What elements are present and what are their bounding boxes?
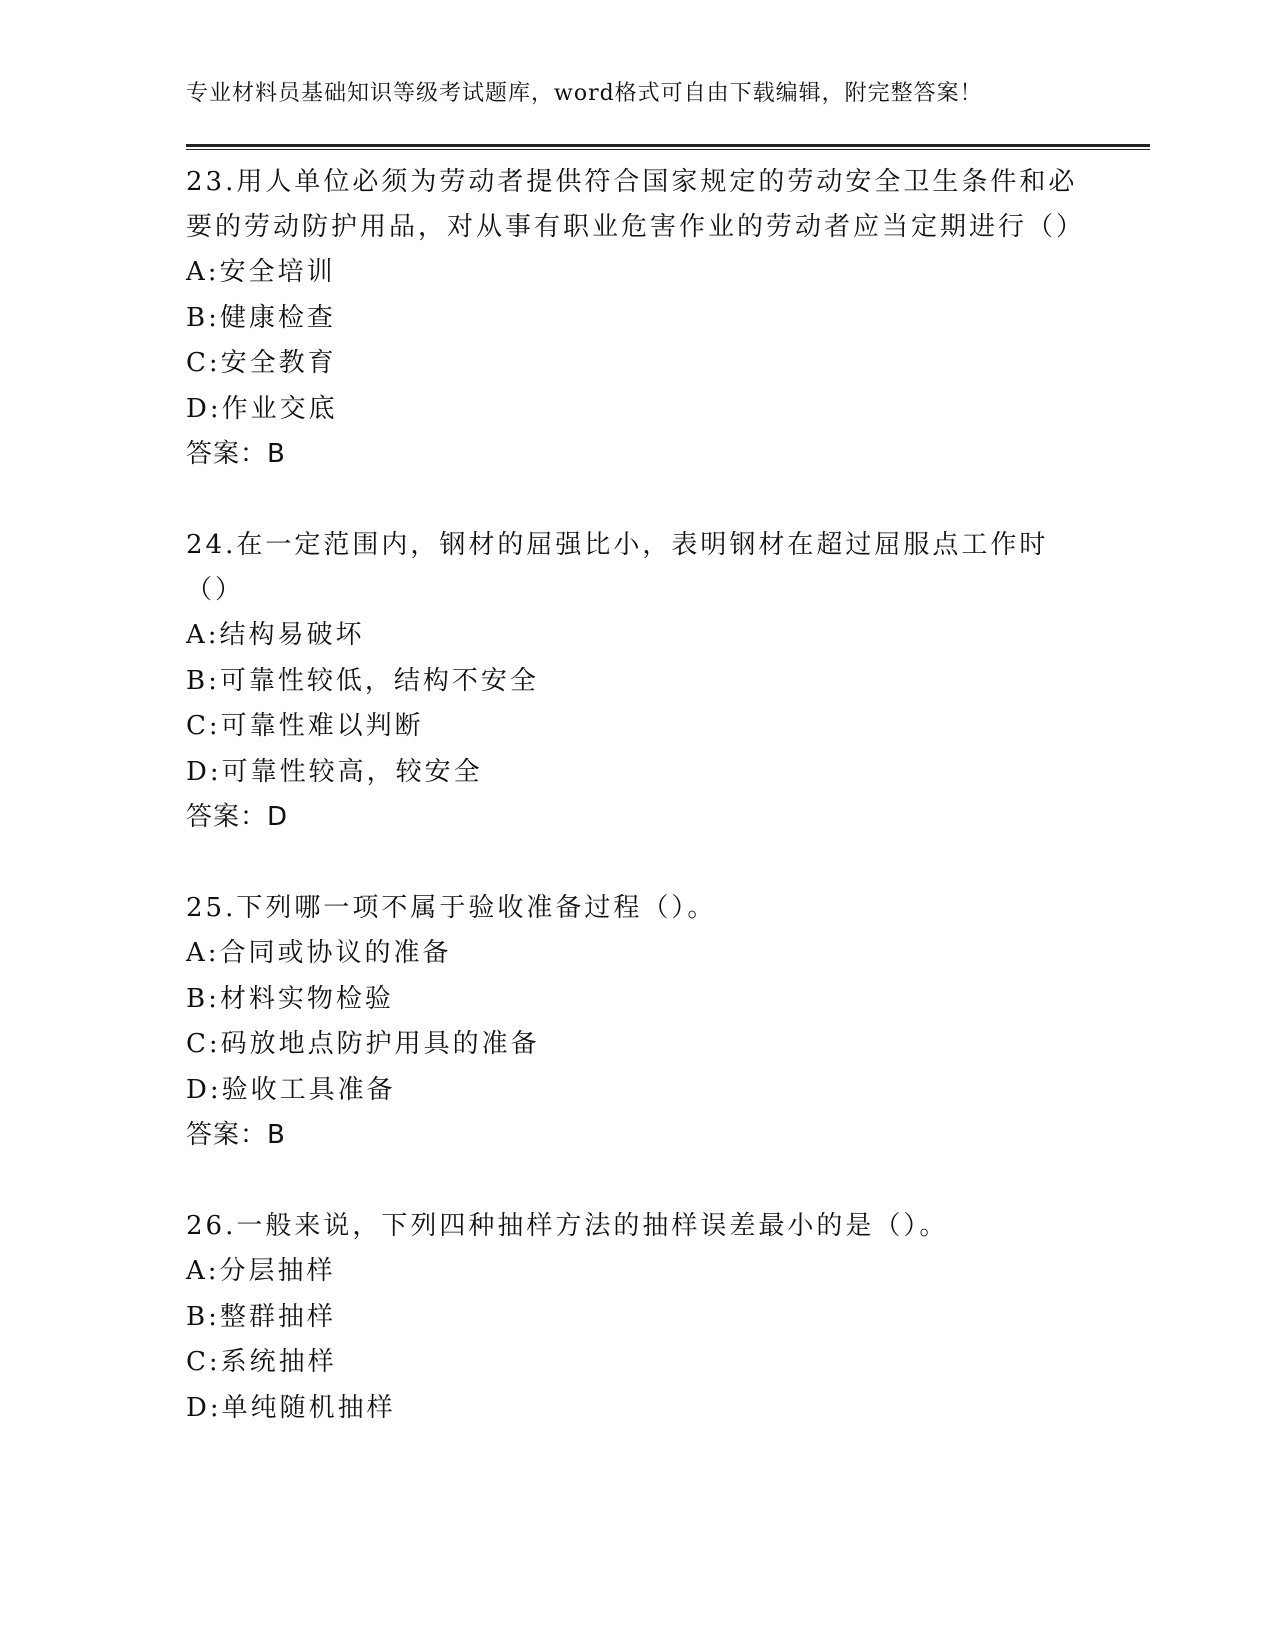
spacer	[186, 1157, 1086, 1204]
option-a: A:结构易破坏	[186, 620, 365, 650]
page-header: 专业材料员基础知识等级考试题库，word格式可自由下载编辑，附完整答案！	[186, 81, 983, 106]
option-d: D:作业交底	[186, 393, 338, 424]
option-a: A:分层抽样	[186, 1256, 336, 1286]
question-24	[186, 523, 1086, 839]
question-23	[186, 160, 1086, 476]
option-c: C:可靠性难以判断	[186, 711, 424, 741]
option-b: B:可靠性较低，结构不安全	[186, 665, 539, 696]
option-b: B:材料实物检验	[186, 983, 394, 1014]
option-d: D:单纯随机抽样	[186, 1392, 396, 1423]
question-26	[186, 1204, 1086, 1431]
question-stem: 23.用人单位必须为劳动者提供符合国家规定的劳动安全卫生条件和必要的劳动防护用品，对从事有职业危害作业的劳动者应当定期进行（）	[186, 167, 1086, 242]
answer: 答案：D	[186, 802, 289, 832]
spacer	[186, 476, 1086, 523]
answer: 答案：B	[186, 439, 286, 469]
option-d: D:验收工具准备	[186, 1074, 396, 1105]
spacer	[186, 839, 1086, 886]
option-b: B:整群抽样	[186, 1301, 336, 1332]
option-c: C:码放地点防护用具的准备	[186, 1029, 540, 1059]
question-stem: 25.下列哪一项不属于验收准备过程（）。	[186, 893, 717, 923]
header-divider	[186, 144, 1150, 150]
option-c: C:系统抽样	[186, 1347, 337, 1377]
answer: 答案：B	[186, 1120, 286, 1150]
question-list	[186, 160, 1086, 1431]
option-b: B:健康检查	[186, 302, 336, 333]
question-stem: 26.一般来说，下列四种抽样方法的抽样误差最小的是（）。	[186, 1211, 949, 1241]
question-25	[186, 886, 1086, 1157]
option-a: A:合同或协议的准备	[186, 938, 452, 968]
option-a: A:安全培训	[186, 257, 336, 287]
question-stem: 24.在一定范围内，钢材的屈强比小，表明钢材在超过屈服点工作时（）	[186, 530, 1049, 605]
option-c: C:安全教育	[186, 348, 337, 378]
option-d: D:可靠性较高，较安全	[186, 756, 483, 787]
